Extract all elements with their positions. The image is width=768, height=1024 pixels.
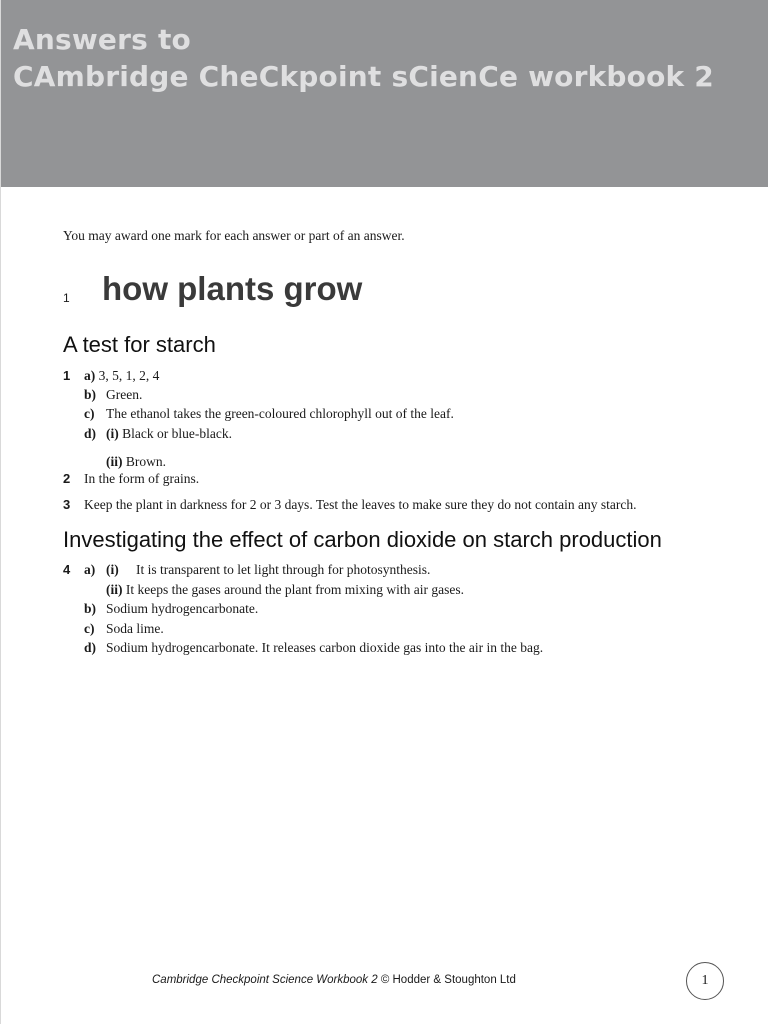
header-title-line-2: CAmbridge CheCkpoint sCienCe workbook 2 (13, 60, 714, 93)
part-label: b) (84, 387, 97, 402)
part-label: c) (84, 621, 95, 636)
part-label: a) (84, 368, 96, 383)
part-label: b) (84, 601, 97, 616)
subpart-label: (i) (106, 426, 119, 441)
answer-1a (84, 368, 159, 384)
answer-1c: The ethanol takes the green-coloured chlorophyll out of the leaf. (106, 406, 454, 421)
answer-4c: Soda lime. (106, 621, 164, 636)
footer-credit (152, 974, 516, 986)
part-label: a) (84, 562, 96, 577)
question-number: 3 (63, 497, 71, 512)
subpart-label: (ii) (106, 454, 123, 469)
subpart-label: (ii) (106, 582, 123, 597)
answer-text: Brown. (122, 454, 166, 469)
intro-text: You may award one mark for each answer or part of an answer. (63, 228, 405, 243)
answer-text: It keeps the gases around the plant from mixing with air gases. (122, 582, 465, 597)
section-title-starch-test: A test for starch (63, 332, 216, 357)
answer-1d-i (106, 426, 232, 442)
answer-4a-ii (106, 582, 464, 598)
question-number: 2 (63, 471, 71, 486)
answer-4b: Sodium hydrogencarbonate. (106, 601, 259, 616)
header-title-line-1: Answers to (13, 23, 191, 56)
answer-1d-ii (106, 454, 166, 470)
answer-4d: Sodium hydrogencarbonate. It releases carbon dioxide gas into the air in the bag. (106, 640, 544, 655)
footer-copyright: © Hodder & Stoughton Ltd (377, 974, 516, 986)
part-label: c) (84, 406, 95, 421)
part-label: d) (84, 640, 97, 655)
page-number: 1 (701, 973, 709, 988)
section-title-carbon-dioxide: Investigating the effect of carbon dioxide on starch production (63, 527, 662, 552)
subpart-label: (i) (106, 562, 119, 577)
answer-2: In the form of grains. (84, 471, 200, 486)
answer-3: Keep the plant in darkness for 2 or 3 days. Test the leaves to make sure they do not contain any starch. (84, 497, 637, 512)
question-number: 1 (63, 368, 71, 383)
part-label: d) (84, 426, 97, 441)
page-number-badge (686, 962, 724, 1000)
footer-book-title: Cambridge Checkpoint Science Workbook 2 (152, 974, 378, 986)
question-number: 4 (63, 562, 71, 577)
chapter-number: 1 (63, 291, 70, 305)
answer-1b: Green. (106, 387, 143, 402)
answer-text: Black or blue-black. (118, 426, 232, 441)
chapter-title: how plants grow (102, 270, 363, 307)
answer-text: 3, 5, 1, 2, 4 (95, 368, 160, 383)
header-banner (1, 0, 768, 187)
answer-4a-i: It is transparent to let light through for photosynthesis. (136, 562, 431, 577)
